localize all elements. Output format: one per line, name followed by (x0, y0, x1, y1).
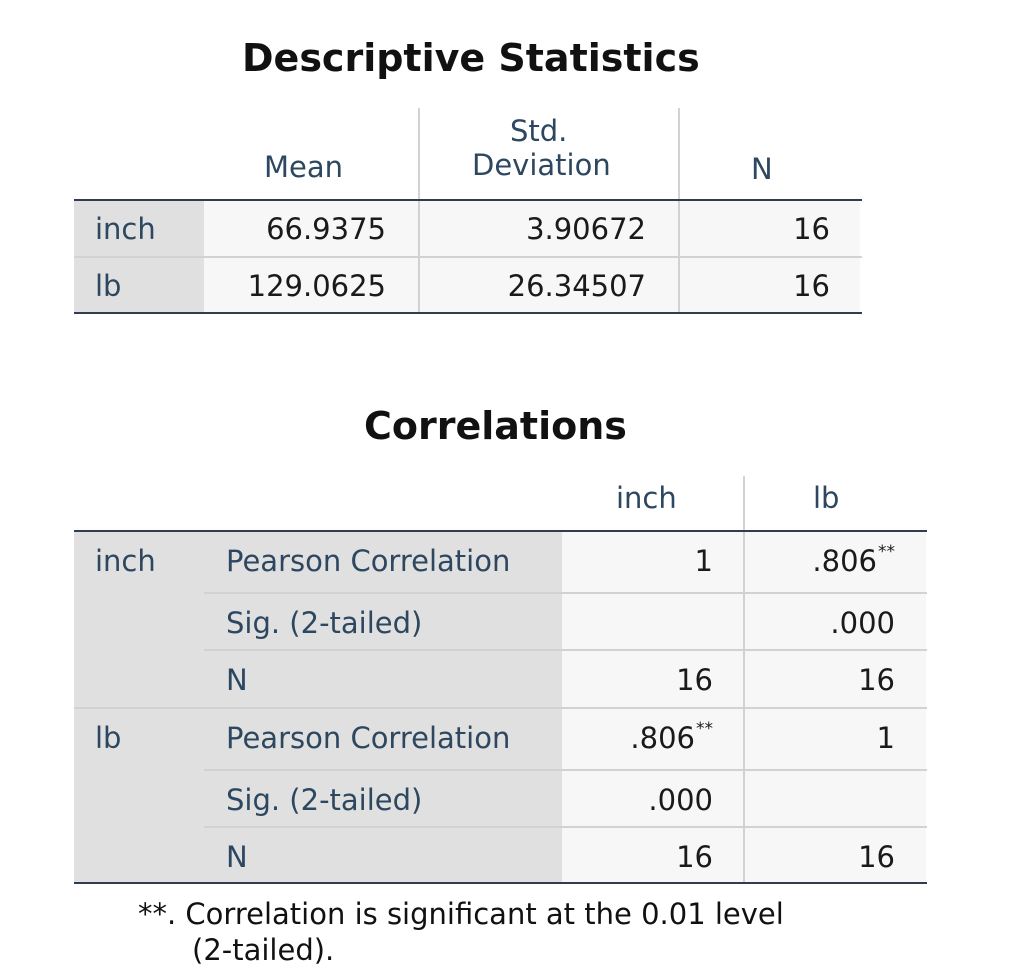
row-divider (74, 256, 862, 258)
stat-label: Sig. (2-tailed) (226, 783, 423, 817)
header-std-line2: Deviation (472, 148, 611, 182)
col-header-lb: lb (813, 481, 840, 515)
row-divider (204, 769, 927, 771)
cell-mean: 66.9375 (266, 212, 386, 246)
cell-lb: 16 (858, 840, 895, 874)
stat-label: Pearson Correlation (226, 544, 511, 578)
cell-lb: .000 (830, 606, 895, 640)
table-bottom-rule (74, 882, 927, 884)
cell-n: 16 (793, 212, 830, 246)
table-header-rule (74, 530, 927, 532)
cell-inch: 1 (694, 544, 713, 578)
descriptive-statistics-title: Descriptive Statistics (242, 36, 700, 80)
cell-mean: 129.0625 (247, 269, 386, 303)
col-header-inch: inch (616, 481, 677, 515)
row-label-lb: lb (95, 269, 122, 303)
cell-std: 3.90672 (526, 212, 646, 246)
table-bottom-rule (74, 312, 862, 314)
row-label-inch: inch (95, 212, 156, 246)
cell-inch (562, 721, 713, 755)
footnote-line2: (2-tailed). (192, 933, 335, 967)
cell-value: .806 (630, 721, 695, 755)
footnote-line1: **. Correlation is significant at the 0.01 level (138, 897, 784, 931)
cell-std: 26.34507 (507, 269, 646, 303)
row-divider (204, 592, 927, 594)
row-divider (204, 826, 927, 828)
significance-mark: ** (696, 719, 713, 739)
header-mean: Mean (264, 150, 344, 184)
cell-n: 16 (793, 269, 830, 303)
cell-inch: .000 (648, 783, 713, 817)
cell-lb: 16 (858, 663, 895, 697)
stat-label: N (226, 840, 248, 874)
group-label-inch: inch (95, 544, 156, 578)
cell-lb (745, 544, 895, 578)
stat-label: Pearson Correlation (226, 721, 511, 755)
cell-inch: 16 (676, 663, 713, 697)
cell-lb: 1 (876, 721, 895, 755)
header-std-line1: Std. (510, 114, 568, 148)
correlations-title: Correlations (364, 404, 627, 448)
group-divider (74, 707, 927, 709)
cell-inch: 16 (676, 840, 713, 874)
stat-label: Sig. (2-tailed) (226, 606, 423, 640)
table-header-rule (74, 199, 862, 201)
group-label-lb: lb (95, 721, 122, 755)
cell-value: .806 (812, 544, 877, 578)
row-divider (204, 649, 927, 651)
header-n: N (751, 152, 773, 186)
footnote (138, 896, 784, 968)
stat-label: N (226, 663, 248, 697)
significance-mark: ** (878, 542, 895, 562)
